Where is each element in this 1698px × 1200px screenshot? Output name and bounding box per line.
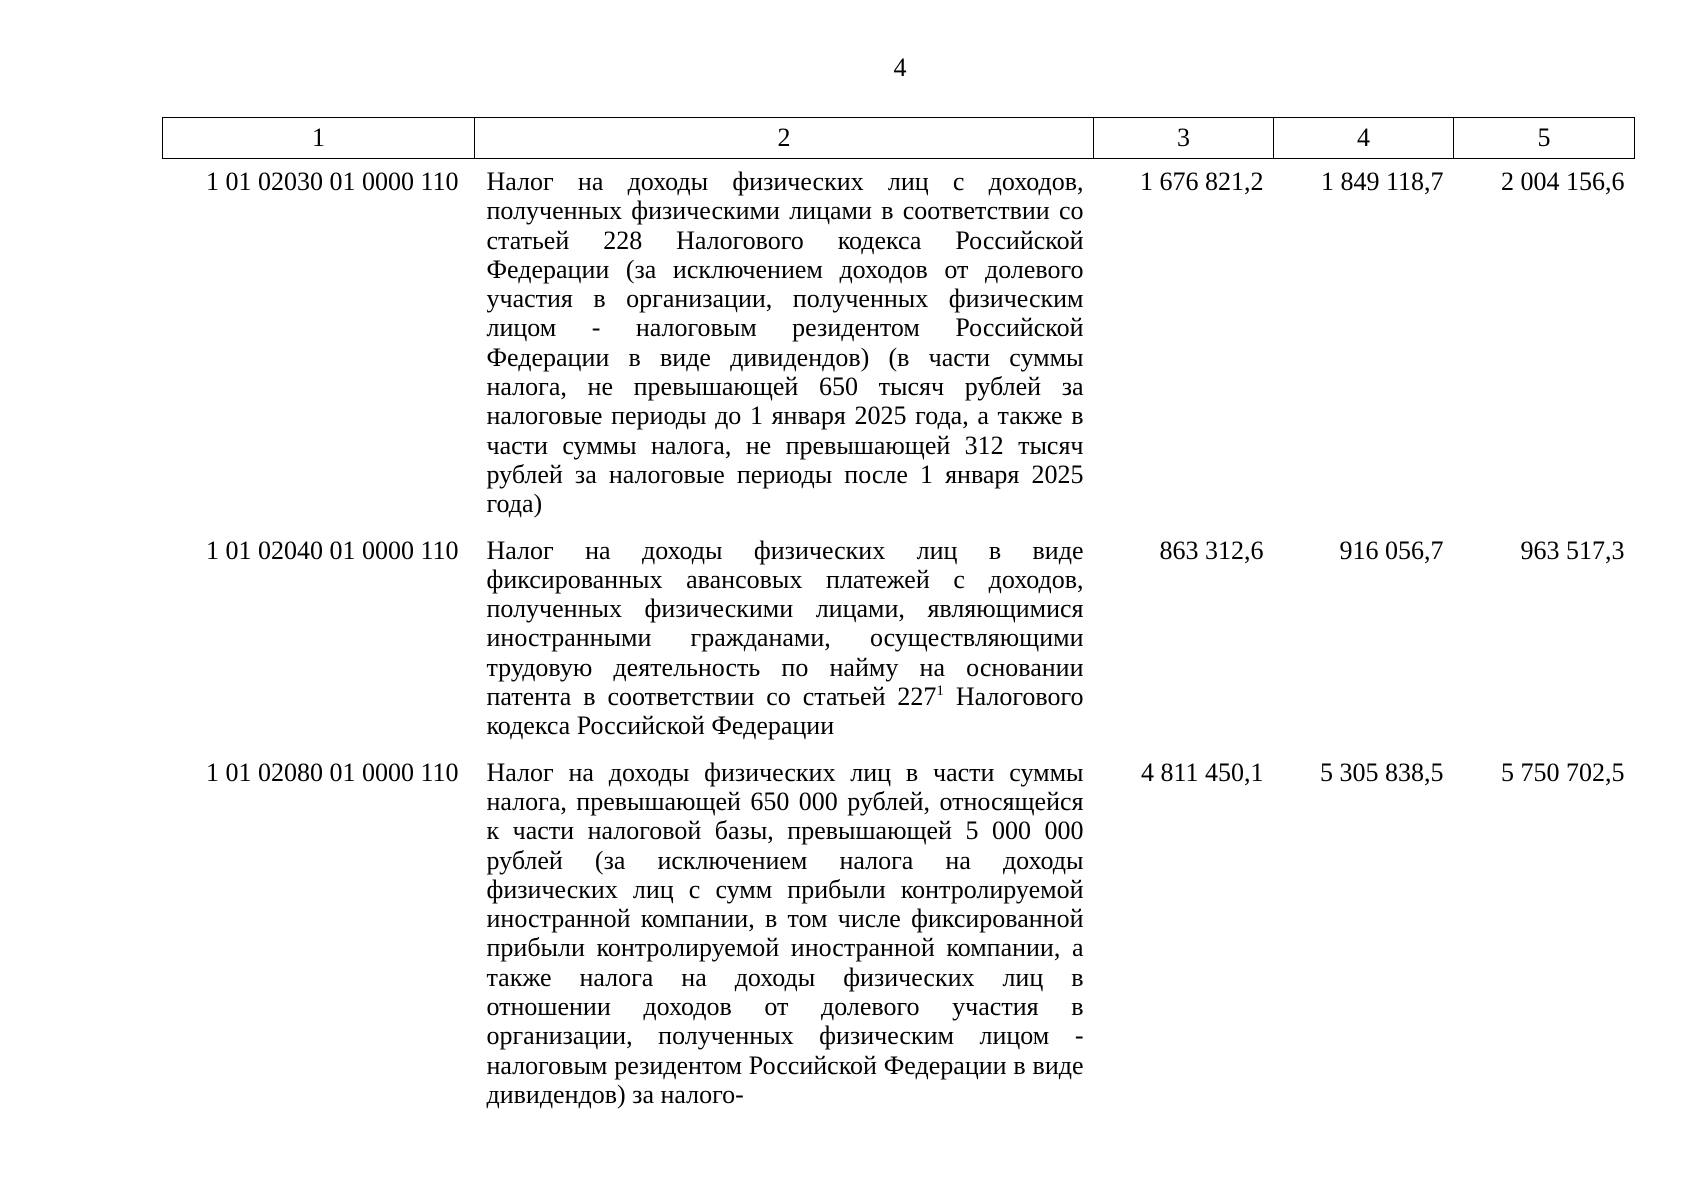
page-number: 4 xyxy=(893,53,907,82)
table-row xyxy=(163,159,1635,528)
income-name xyxy=(475,528,1094,750)
income-name-text: Налог на доходы физических лиц в виде фиксированных авансовых платежей с доходов, полученных физическими лицами, являющимися иностранными гражданами, осуществляющими трудовую деятельность по найму на основании патента в соответствии со статьей 227 xyxy=(486,535,1084,712)
amount-col-3: 863 312,6 xyxy=(1159,535,1264,565)
article-superscript: 1 xyxy=(936,683,944,700)
amount-col-5: 5 750 702,5 xyxy=(1501,757,1625,787)
amount-col-4: 1 849 118,7 xyxy=(1320,167,1444,196)
amount-col-3: 4 811 450,1 xyxy=(1140,757,1264,787)
income-name: Налог на доходы физических лиц в части суммы налога, превышающей 650 000 рублей, относящейся к части налоговой базы, превышающей 5 000 000 рублей (за исключением налога на доходы физических лиц с сумм прибыли контролируемой иностранной компании, в том числе фиксированной прибыли контролируемой иностранной компании, а также налога на доходы физических лиц в отношении доходов от долевого участия в организации, полученных физическим лицом - налоговым резидентом Российской Федерации в виде дивидендов) за налого- xyxy=(486,757,1084,1109)
amount-col-3: 1 676 821,2 xyxy=(1140,167,1264,196)
amount-col-4: 916 056,7 xyxy=(1339,535,1444,565)
amount-col-5: 963 517,3 xyxy=(1520,535,1625,565)
income-name: Налог на доходы физических лиц с доходов, полученных физическими лицами в соответствии со статьей 228 Налогового кодекса Российской Федерации (за исключением доходов от долевого участия в организации, полученных физическим лицом - налоговым резидентом Российской Федерации в виде дивидендов) (в части суммы налога, не превышающей 650 тысяч рублей за налоговые периоды до 1 января 2025 года, а также в части суммы налога, не превышающей 312 тысяч рублей за налоговые периоды после 1 января 2025 года) xyxy=(486,167,1084,519)
header-col-4: 4 xyxy=(1274,118,1454,159)
income-code: 1 01 02030 01 0000 110 xyxy=(205,167,459,196)
amount-col-5: 2 004 156,6 xyxy=(1501,167,1625,196)
header-col-2: 2 xyxy=(475,118,1094,159)
header-col-1: 1 xyxy=(163,118,475,159)
revenue-table xyxy=(162,117,1635,1118)
table-row xyxy=(163,750,1635,1119)
amount-col-4: 5 305 838,5 xyxy=(1320,757,1444,787)
header-col-5: 5 xyxy=(1454,118,1635,159)
income-name-text-end: Налогового кодекса Российской Федерации xyxy=(486,682,1084,741)
table-header-row xyxy=(163,118,1635,159)
income-code: 1 01 02040 01 0000 110 xyxy=(205,535,459,565)
income-code: 1 01 02080 01 0000 110 xyxy=(205,757,459,787)
table-row xyxy=(163,528,1635,750)
header-col-3: 3 xyxy=(1094,118,1274,159)
